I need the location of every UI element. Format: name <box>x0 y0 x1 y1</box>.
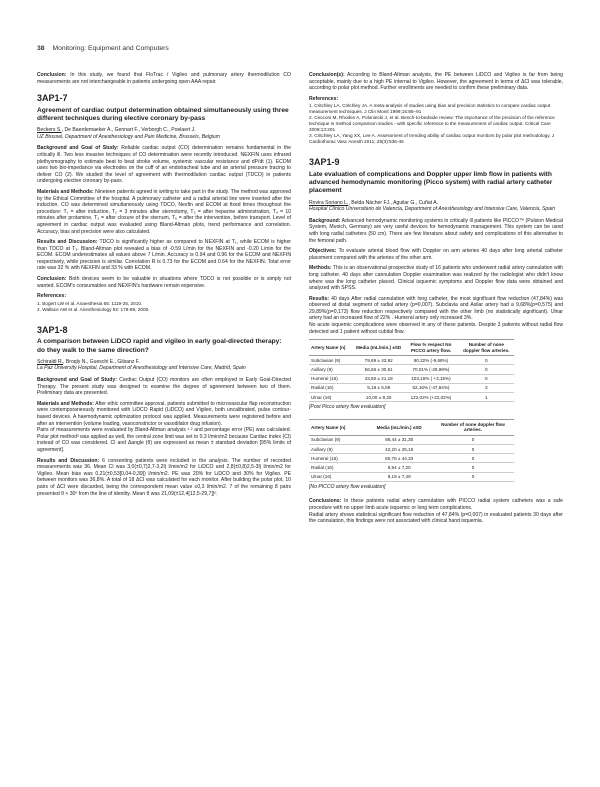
affiliation: UZ Brussel, Department of Anesthesiology and Pain Medicine, Brussels, Belgium <box>37 133 220 140</box>
results <box>37 239 291 272</box>
column-header: Artery Name (n) <box>309 419 366 435</box>
conclusion <box>37 276 291 289</box>
cell: 8,19 ± 7,49 <box>366 472 432 481</box>
conclusions <box>309 498 563 511</box>
cell: 0 <box>432 463 514 472</box>
cell: Axillary (9) <box>309 445 366 454</box>
methods <box>37 189 291 235</box>
page-number: 38 <box>37 45 45 52</box>
affiliation: Hospital Clínico Universitario de Valencia, Department of Anesthesiology and Intensive Care, Valencia, Spain <box>309 206 556 213</box>
cell: Ulnar (16) <box>309 393 354 402</box>
label: Background and Goal of Study: <box>37 145 119 152</box>
cell: 0 <box>432 472 514 481</box>
cell: 103,15% ( +3,15%) <box>403 374 458 383</box>
cell: Subclavian (9) <box>309 356 354 365</box>
right-column <box>309 72 563 529</box>
text: Cardiac Output (CO) monitors are often employed in Early Goal-Directed Therapy. The present study was designed to examine the degree of agreement between two of them. Preliminary data are presented. <box>37 377 291 397</box>
authors <box>37 127 291 134</box>
label: Conclusion(s): <box>309 72 345 78</box>
co-authors: , Broqly N., Gueschi E., Gilsanz F. <box>63 358 140 365</box>
results <box>37 458 291 498</box>
presenting-author: Schiraldi R. <box>37 358 64 365</box>
prev-conclusion <box>309 72 563 92</box>
background <box>37 377 291 397</box>
abstract-title: Agreement of cardiac output determination obtained simultaneously using three different techniques during elective coronary by-pass <box>37 106 289 122</box>
text: Reliable cardiac output (CO) determination remains fundamental in the critically ill. Two less invasive techniques of CO determination were recently introduced. NEXFIN uses infrared plethysmography to estimate beat to beat stroke volume, systemic vascular resistance and dP/dt (1). ECOM uses two bio-impedance via electrodes on the cuff of an endotracheal tube and an arterial pressure tracing to deliver CO (2). We studied the level of agreement with thermodilution cardiac output (TDCO) in patients undergoing elective coronary by-pass. <box>37 145 292 185</box>
results <box>309 296 563 322</box>
text: To evaluate arterial blood flow with Doppler on arm arteries 40 days after long arterial catheter placement compared with the arteries of the other arm. <box>309 248 564 261</box>
left-column <box>37 72 291 501</box>
column-header: Artery Name (n) <box>309 340 354 356</box>
column-header: Number of none doppler flow arteries. <box>432 419 514 435</box>
results-continued: No acute isquemic complications were observed in any of these patients. Despite 3 patients without radial flow detected and 1 patient without cubital flow. <box>309 322 563 335</box>
abstract-id: 3AP1-9 <box>309 157 340 168</box>
text: 6 consenting patients were included in the analysis. The number of recorded measurements was 36. Mean CI was 3,0(±0,7)2,7-3,2l) l/min/m2 for LiDCO and 2,8(±0,8)2,5-3l) l/min/m2 for Vigileo. Mean bias was 0,21(±0,53[0,04-0,39]) l/min/m2. PE was 20% for LiDCO and 30% for Vigileo. PE between monitors was 36,8%. A total of 18 ΔCI was calculated for each monitor. After building the polar plot, 10 pairs of ΔCI were discarded, being the correspondent mean value ≤0,3 l/min/m2. 7 of the remaining 8 pairs presented θ < 30º from the line of identity. Mean θ was 21,09(±12,4[12,5-29,7])º. <box>37 457 291 497</box>
co-authors: , Belda Nácher FJ., Aguilar G., Cuñat A. <box>348 199 439 206</box>
cell: 60,78 ± 44,33 <box>366 454 432 463</box>
text: 40 days After radial cannulation with long catheter, the most significant flow reduction (47,84%) was observed at distal segment of radial artery (p=0,007). Subclavia and Axilar artery had a 9,68%(p=0,575) and 29,89%(p=0,173) flow reduction respectively compared with the other limb (no statistically significant). Ulnar artery had an increased flow of 22% . Humeral artery only increased 3%. <box>309 295 563 322</box>
presenting-author: Rovira Soriano L. <box>309 199 349 206</box>
label: Background and Goal of Study: <box>37 377 117 384</box>
text: This is an observational prospective study of 16 patients who underwent radial artery cannulation with long catheter. 40 days after cannulation Doppler examination was realized by the radiologist who didn't know where was the long catheter placed. Clinical isquemic symptoms and Doppler flow data were obtained and analyzed with SPSS. <box>309 265 564 292</box>
section-title: Monitoring: Equipment and Computers <box>52 45 169 52</box>
text: Nineteen patients agreed in writing to take part in the study. The method was approved by the Ethical Committee of the hospital. A pulmonary catheter and a radial arterial line were inserted after the induction. CO was determined simultaneously using TDCO, Nexfin and ECOM at fixed times throughout the procedure: T₁ = after induction, T₂ = 3 minutes after sternotomy, T₃ = after heparine administration, T₄ = 10 minutes after protamine, T₅ = after closure of the sternum, T₆ = after the intervention, before transport. Level of agreement in cardiac output was evaluated using Bland-Altman plots, trend performance and correlation. Accuracy, bias and precision were also calculated. <box>37 188 291 235</box>
authors <box>37 359 291 366</box>
cell: 9,94 ± 7,20 <box>366 463 432 472</box>
cell: 70,01% (-29,99%) <box>403 365 458 374</box>
abstract-id: 3AP1-7 <box>37 93 68 104</box>
authors <box>309 200 563 207</box>
reference: 2. Cecconi M, Rhodes A, Poloniecki J, et al. Bench-to-bedside review: The importance of the precision of the reference technique in method comparison studies - with specific reference to the measurement of cardiac output. Critical Care 2009;13:201 <box>309 115 555 133</box>
text: In these patients radial artery cannulation with PICCO radial system catheters was a safe procedure with no upper limb acute isquemic or long term complications. <box>309 498 564 512</box>
cell: Axillary (9) <box>309 365 354 374</box>
label: Materials and Methods: <box>37 400 94 407</box>
cell: 0 <box>432 435 514 444</box>
flow-table-picco <box>309 339 514 402</box>
methods <box>37 401 291 427</box>
abstract-id: 3AP1-8 <box>37 324 68 335</box>
cell: Humeral (16) <box>309 454 366 463</box>
cell: Radial (16) <box>309 383 354 392</box>
column-header: Flow % respect No PICCO artery flow. <box>403 340 458 356</box>
table-row <box>309 435 514 444</box>
table-row <box>309 365 514 374</box>
table-caption: [Post Picco artery flow evaluation] <box>309 404 386 411</box>
references-heading: References: <box>37 293 67 300</box>
label: Background: <box>309 217 341 224</box>
label: Results: <box>309 295 330 302</box>
cell: 122,02% (+22,02%) <box>403 393 458 402</box>
table-header-row <box>309 419 514 435</box>
cell: 42,20 ± 25,16 <box>366 445 432 454</box>
label: Results and Discussion: <box>37 457 100 464</box>
running-header <box>37 45 169 52</box>
label: Conclusions: <box>309 498 342 505</box>
cell: Subclavian (9) <box>309 435 366 444</box>
table-row <box>309 356 514 365</box>
cell: Humeral (16) <box>309 374 354 383</box>
text: TDCO is significantly higher as compared to NEXFIN at T₁, while ECOM is higher than TDCO at T₃. Bland-Altman plot revealed a bias of -0.59 L/min for the NEXFIN and -0.20 L/min for the ECOM. ECOM underestimates all values above 7 L/min. Accuracy is 0.94 and 0.96 for the ECOM and NEXFIN respectively, while precision is similar. Correlation R is 0.73 for the ECOM and 0.64 for the NEXFIN. Total error rate was 32 % with NEXFIN and 33 % with ECOM. <box>37 239 291 272</box>
objectives <box>309 248 563 261</box>
text: Both devices seem to be valuable in situations where TDCO is not possible or is simply not wanted. ECOM's consumables and NEXFIN's hardware remain expensive. <box>37 276 291 289</box>
methods <box>309 265 563 291</box>
cell: 5,18 ± 6,08 <box>354 383 403 392</box>
cell: 3 <box>459 383 514 392</box>
text: Advanced hemodynamic monitoring systems in critically ill patients like PICCO™ (Pulsion Medical System, Munich, Germany) are very useful devices for hemodynamic management. This system can be used with long radial catheters (50 cm). There are few literature about safety and complications of this alternative to the femoral path. <box>309 217 563 244</box>
table-row <box>309 463 514 472</box>
table-row <box>309 393 514 402</box>
abstract-title: Late evaluation of complications and Doppler upper limb flow in patients with advanced hemodynamic monitoring (Picco system) with radial artery catheter placement <box>309 170 553 195</box>
cell: 79,69 ± 43,92 <box>354 356 403 365</box>
table-row <box>309 383 514 392</box>
cell: 56,56 ± 30,61 <box>354 365 403 374</box>
abstract-title: A comparison between LiDCO rapid and vigileo in early goal-directed therapy: do they walk to the same direction? <box>37 338 282 354</box>
text: After ethic committee approval, patients submitted to microvascular flap reconstruction were contemporaneously monitored with LiDCO Rapid (LiDCO) and Vigileo, both uncalibrated, pulse contour-based devices. A haemodynamic optimization protocol was applied. Measurements were registered before and after an intervention (volume loading, vasoconstrictor or vasodilator drug infusion). <box>37 400 291 427</box>
cell: 90,32% (-9,68%) <box>403 356 458 365</box>
reference: 1. Bogert LW et al. Anaesthesia 65: 1119-25, 2010. <box>37 300 143 306</box>
table-caption: [No PICCO artery flow evaluation] <box>309 483 386 490</box>
label: Methods: <box>309 265 332 272</box>
cell: 0 <box>432 445 514 454</box>
cell: 1 <box>459 393 514 402</box>
table-row <box>309 445 514 454</box>
column-header: Number of none doppler flow arteries. <box>459 340 514 356</box>
reference: 1. Critchley LA, Critchley JA. A meta-analysis of studies using bias and precision statistics to compare cardiac output measurement techniques. J Clin Monit 1999;15:85–91 <box>309 103 551 115</box>
column-header: Media (mL/min.) ±SD <box>366 419 432 435</box>
column-header: Media (mL/min.) ±SD <box>354 340 403 356</box>
cell: 88,44 ± 31,30 <box>366 435 432 444</box>
table-row <box>309 454 514 463</box>
label: Conclusion: <box>37 72 67 78</box>
references-heading: References: <box>309 95 339 102</box>
cell: 0 <box>432 454 514 463</box>
label: Materials and Methods: <box>37 188 94 195</box>
methods-continued: Pairs of measurements were evaluated by Bland-Altman analysis ¹ ² and percentage error (PE) was calculated. Polar plot method³ was applied as well, the central zone limit was set to 0.3 l/min/m2 because Cardiac Index (CI) instead of CO was considered. CI and Δangle (θ) are expressed as mean ± standard deviation [95% limits of agreement]. <box>37 427 291 453</box>
label: Results and Discussion: <box>37 239 98 246</box>
flow-table-no-picco <box>309 419 514 482</box>
cell: 0 <box>459 356 514 365</box>
cell: 52,16% (-47,84%) <box>403 383 458 392</box>
table-header-row <box>309 340 514 356</box>
text: In this study, we found that FloTrac / Vigileo and pulmonary artery thermodilution CO measurements are not interchangeable in patients undergoing open AAA repair. <box>37 72 291 85</box>
cell: 0 <box>459 374 514 383</box>
table-row <box>309 374 514 383</box>
background <box>309 218 563 244</box>
label: Conclusion: <box>37 276 67 283</box>
prev-conclusion <box>37 72 291 85</box>
affiliation: La Paz University Hospital, Department of Anesthesiology and Intensive Care, Madrid, Spain <box>37 365 246 372</box>
label: Objectives: <box>309 248 337 255</box>
text: According to Bland-Altman analysis, the PE between LiDCO and Vigileo is far from being acceptable, mainly due to a high PE internal to Vigileo. However, the agreement in terms of ΔCI was tolerable, according to polar plot method. Further enrollments are needed to confirm these preliminary data. <box>309 72 563 92</box>
cell: 43,50 ± 21,18 <box>354 374 403 383</box>
co-authors: , De Baerdemaeker A., Gennart F., Verborgh C., Poelaert J. <box>61 127 196 134</box>
cell: Ulnar (16) <box>309 472 366 481</box>
cell: 0 <box>459 365 514 374</box>
cell: 10,00 ± 9,20 <box>354 393 403 402</box>
reference: 2. Wallace AW et al. Anesthesiology 92: 178-89, 2000. <box>37 306 150 312</box>
reference: 3. Critchley LA, Yang XX, Lee A. Assessment of trending ability of cardiac output monitors by polar plot methodology. J Cardiothorac Vasc Anesth 2011; 25(3):536-46 <box>309 133 555 145</box>
conclusions-continued: Radial artery shows statistical significant flow reduction of 47,84% (p=0,007) in evaluated patients 30 days after the cannulation, this findings were not associated with clinical hand isquemia. <box>309 511 563 525</box>
cell: Radial (16) <box>309 463 366 472</box>
presenting-author: Beckers S. <box>37 127 62 134</box>
background <box>37 145 291 185</box>
table-row <box>309 472 514 481</box>
